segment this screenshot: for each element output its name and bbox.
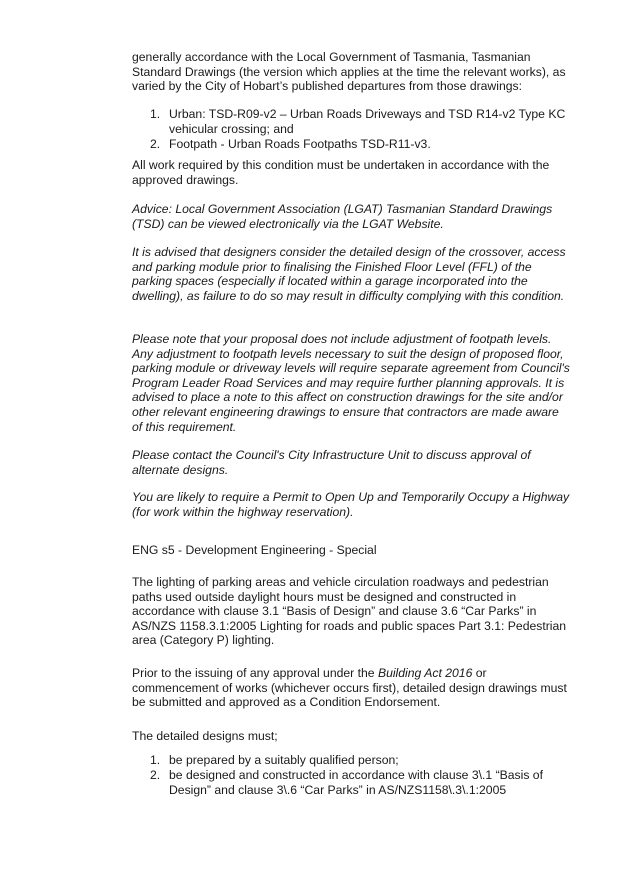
list-number: 1. [150, 107, 161, 121]
list-text: be prepared by a suitably qualified person; [169, 753, 399, 767]
list-number: 2. [150, 137, 161, 151]
section-heading: ENG s5 - Development Engineering - Special [132, 543, 377, 557]
approval-text-start: Prior to the issuing of any approval under the [132, 666, 378, 680]
advice-paragraph: Please note that your proposal does not include adjustment of footpath levels. Any adjustment to footpath levels necessary to suit the design of proposed floor, parking module or driveway levels will require separate agreement from Council's Program Leader Road Services and may require further planning approvals. It is advised to place a note to this affect on construction drawings for the site and/or other relevant engineering drawings to ensure that contractors are made aware of this requirement. [132, 332, 570, 434]
advice-paragraph: It is advised that designers consider the detailed design of the crossover, access and parking module prior to finalising the Finished Floor Level (FFL) of the parking spaces (especially if located within a garage incorporated into the dwelling), as failure to do so may result in difficulty complying with this condition. [132, 245, 566, 303]
approval-text-end: or commencement of works (whichever occurs first), detailed design drawings must be submitted and approved as a Condition Endorsement. [132, 666, 567, 710]
list-item [150, 768, 572, 797]
list-number: 1. [150, 753, 161, 767]
closing-paragraph: All work required by this condition must be undertaken in accordance with the approved drawings. [132, 158, 550, 187]
list-text: Footpath - Urban Roads Footpaths TSD-R11-v3. [169, 137, 431, 151]
list-text: be designed and constructed in accordance with clause 3\.1 “Basis of Design” and clause 3\.6 “Car Parks” in AS/NZS1158\.3\.1:2005 [169, 768, 543, 797]
list-item [150, 753, 572, 768]
act-name: Building Act 2016 [377, 666, 473, 680]
advice-paragraph: Advice: Local Government Association (LGAT) Tasmanian Standard Drawings (TSD) can be viewed electronically via the LGAT Website. [132, 202, 553, 231]
approval-paragraph [132, 666, 572, 710]
list-text: Urban: TSD-R09-v2 – Urban Roads Driveways and TSD R14-v2 Type KC vehicular crossing; and [169, 107, 566, 136]
list-item [150, 107, 572, 136]
designs-intro: The detailed designs must; [132, 729, 278, 743]
advice-paragraph: You are likely to require a Permit to Open Up and Temporarily Occupy a Highway (for work within the highway reservation). [132, 490, 570, 519]
list-number: 2. [150, 768, 161, 782]
list-item [150, 137, 572, 152]
advice-paragraph: Please contact the Council's City Infrastructure Unit to discuss approval of alternate designs. [132, 448, 531, 477]
lighting-paragraph: The lighting of parking areas and vehicle circulation roadways and pedestrian paths used outside daylight hours must be designed and constructed in accordance with clause 3.1 “Basis of Design” and clause 3.6 “Car Parks” in AS/NZS 1158.3.1:2005 Lighting for roads and public spaces Part 3.1: Pedestrian area (Category P) lighting. [132, 575, 567, 648]
intro-paragraph: generally accordance with the Local Government of Tasmania, Tasmanian Standard Drawings (the version which applies at the time the relevant works), as varied by the City of Hobart’s published departures from those drawings: [132, 50, 566, 94]
